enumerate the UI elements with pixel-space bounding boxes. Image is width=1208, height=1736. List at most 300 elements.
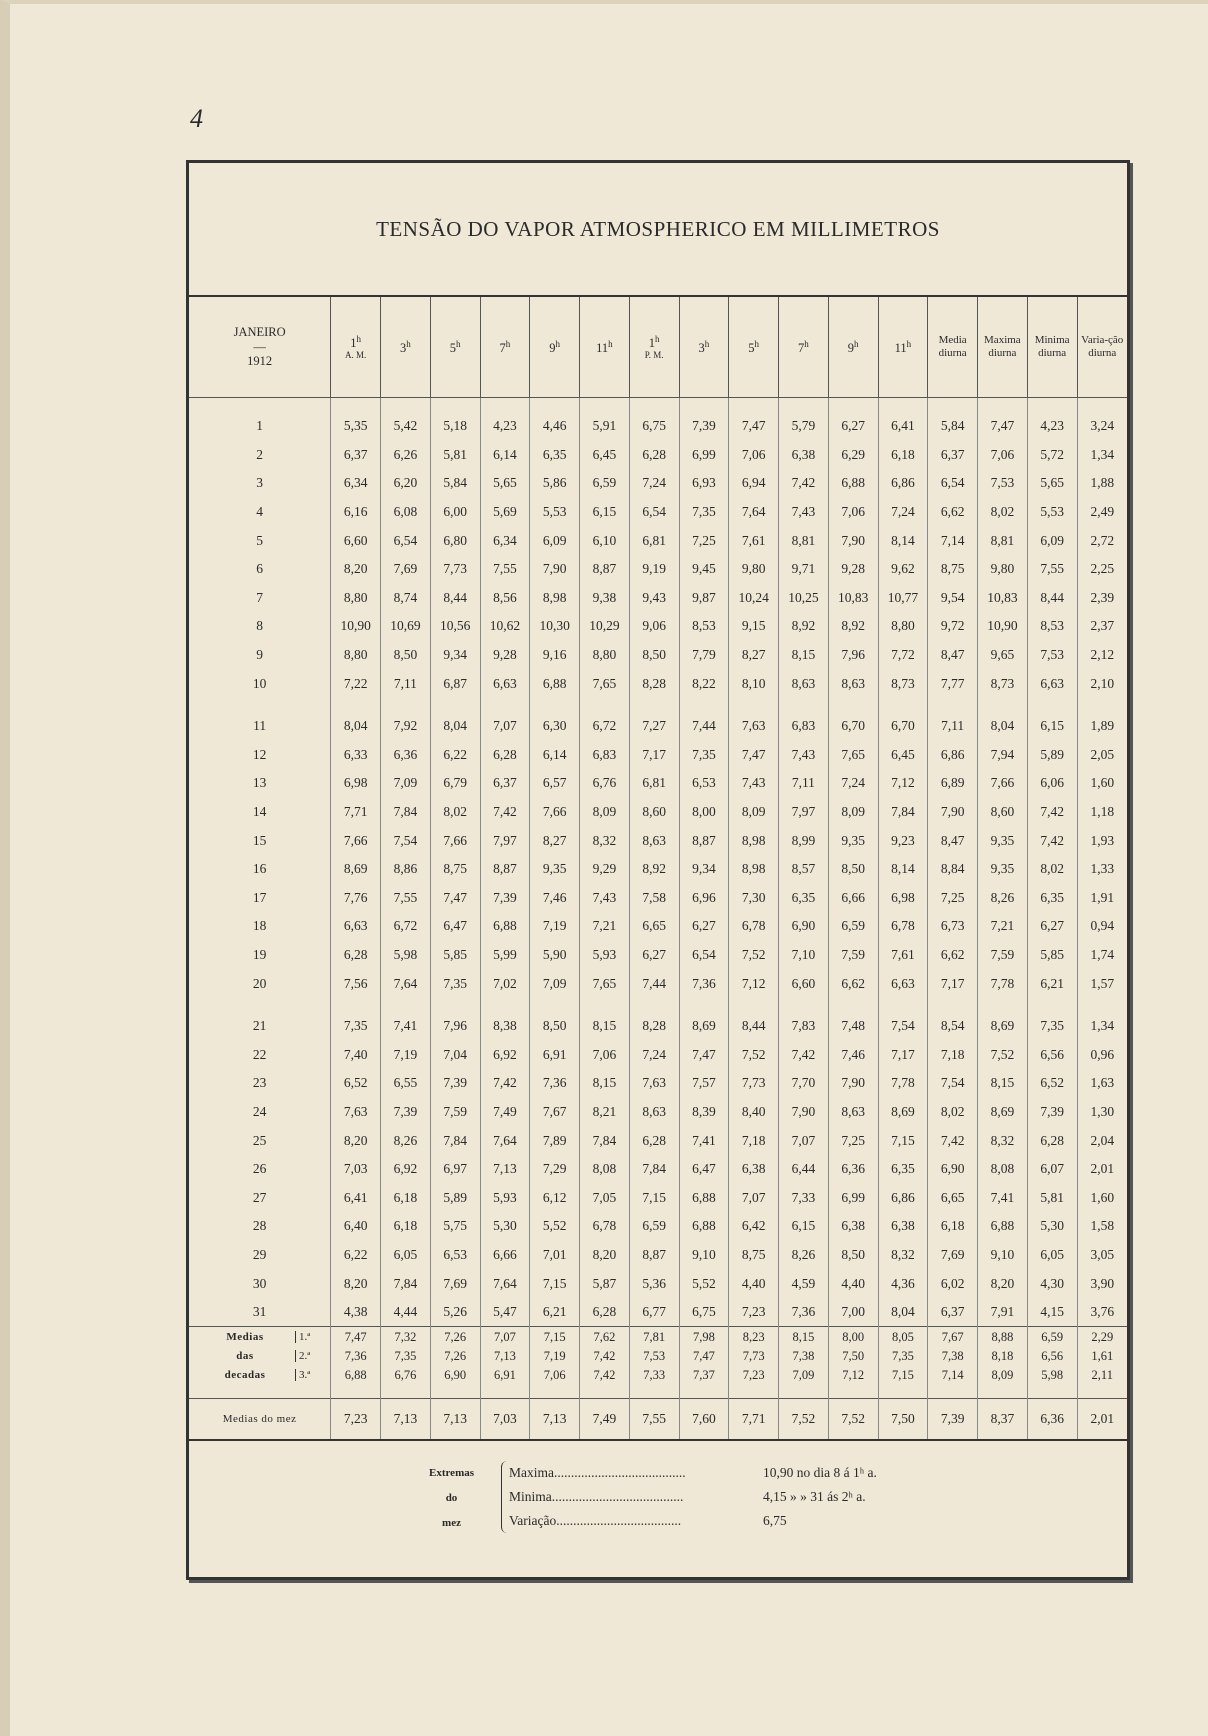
- value-cell: 6,62: [828, 969, 878, 998]
- value-cell: 9,87: [679, 584, 729, 613]
- hour-suffix: h: [804, 338, 809, 349]
- table-row: [189, 826, 1127, 855]
- value-cell: 7,69: [430, 1269, 480, 1298]
- month-mean-value: 7,39: [928, 1399, 978, 1441]
- value-cell: 7,53: [978, 469, 1028, 498]
- value-cell: 8,15: [580, 1012, 630, 1041]
- hour-label: [431, 339, 480, 356]
- value-cell: 8,50: [381, 641, 431, 670]
- value-cell: 7,17: [629, 741, 679, 770]
- value-cell: 7,44: [679, 712, 729, 741]
- value-cell: 7,46: [828, 1040, 878, 1069]
- value-cell: 8,69: [331, 855, 381, 884]
- value-cell: 10,90: [978, 612, 1028, 641]
- value-cell: 9,62: [878, 555, 928, 584]
- value-cell: 7,84: [381, 1269, 431, 1298]
- table-row: [189, 884, 1127, 913]
- value-cell: 7,13: [480, 1155, 530, 1184]
- value-cell: 5,81: [430, 441, 480, 470]
- hour-number: 11: [894, 340, 907, 355]
- gap-cell: [530, 998, 580, 1012]
- value-cell: 8,57: [779, 855, 829, 884]
- hour-number: 5: [449, 340, 456, 355]
- value-cell: 7,36: [779, 1298, 829, 1327]
- decade-value: 7,06: [530, 1365, 580, 1384]
- decade-value: 7,50: [828, 1346, 878, 1365]
- value-cell: 7,61: [729, 526, 779, 555]
- value-cell: 6,83: [779, 712, 829, 741]
- hour-suffix: h: [854, 338, 859, 349]
- value-cell: 8,08: [580, 1155, 630, 1184]
- value-cell: 8,02: [928, 1098, 978, 1127]
- value-cell: 7,56: [331, 969, 381, 998]
- value-cell: 8,80: [331, 584, 381, 613]
- value-cell: 7,64: [381, 969, 431, 998]
- decade-row: [189, 1346, 1127, 1365]
- gap-cell: [189, 998, 331, 1012]
- gap-cell: [629, 998, 679, 1012]
- value-cell: 6,18: [381, 1212, 431, 1241]
- value-cell: 6,53: [679, 769, 729, 798]
- value-cell: 8,69: [978, 1012, 1028, 1041]
- value-cell: 2,01: [1077, 1155, 1127, 1184]
- day-number: 28: [252, 1218, 267, 1234]
- day-number: 24: [252, 1103, 267, 1119]
- decade-value: 8,88: [978, 1327, 1028, 1347]
- value-cell: 6,59: [580, 469, 630, 498]
- hour-label: [779, 339, 828, 356]
- value-cell: 6,38: [878, 1212, 928, 1241]
- day-number: 1: [256, 418, 263, 434]
- value-cell: 6,76: [580, 769, 630, 798]
- gap-cell: [1077, 398, 1127, 413]
- value-cell: 6,87: [430, 669, 480, 698]
- value-cell: 4,59: [779, 1269, 829, 1298]
- month-mean-value: 7,52: [828, 1399, 878, 1441]
- value-cell: 7,63: [331, 1098, 381, 1127]
- value-cell: 8,44: [430, 584, 480, 613]
- value-cell: 4,36: [878, 1269, 928, 1298]
- value-cell: 6,90: [779, 912, 829, 941]
- decade-value: 7,81: [629, 1327, 679, 1347]
- value-cell: 7,90: [779, 1098, 829, 1127]
- summary-header-0: Media diurna: [928, 297, 978, 398]
- value-cell: 8,50: [629, 641, 679, 670]
- value-cell: 7,97: [779, 798, 829, 827]
- table-row: [189, 712, 1127, 741]
- value-cell: 6,15: [580, 498, 630, 527]
- decade-value: 7,53: [629, 1346, 679, 1365]
- gap-cell: [1027, 398, 1077, 413]
- decade-value: 7,07: [480, 1327, 530, 1347]
- value-cell: 8,38: [480, 1012, 530, 1041]
- value-cell: 8,04: [331, 712, 381, 741]
- value-cell: 7,39: [430, 1069, 480, 1098]
- value-cell: 1,60: [1077, 1183, 1127, 1212]
- hour-suffix: h: [608, 338, 613, 349]
- month-mean-value: 2,01: [1077, 1399, 1127, 1441]
- decade-value: 8,18: [978, 1346, 1028, 1365]
- extremes-section: [189, 1441, 1127, 1551]
- gap-cell: [629, 698, 679, 712]
- value-cell: 9,35: [828, 826, 878, 855]
- value-cell: 8,14: [878, 526, 928, 555]
- table-row: [189, 741, 1127, 770]
- value-cell: 5,47: [480, 1298, 530, 1327]
- decade-value: 1,61: [1077, 1346, 1127, 1365]
- hour-header-7: [679, 297, 729, 398]
- value-cell: 7,96: [828, 641, 878, 670]
- value-cell: 7,25: [828, 1126, 878, 1155]
- table-row: [189, 1155, 1127, 1184]
- value-cell: 9,38: [580, 584, 630, 613]
- value-cell: 7,39: [1027, 1098, 1077, 1127]
- day-number: 19: [252, 946, 267, 962]
- value-cell: 3,05: [1077, 1241, 1127, 1270]
- value-cell: 6,28: [331, 941, 381, 970]
- value-cell: 6,60: [331, 526, 381, 555]
- value-cell: 7,66: [331, 826, 381, 855]
- gap-cell: [779, 1384, 829, 1399]
- day-number: 15: [252, 832, 267, 848]
- gap-cell: [828, 1384, 878, 1399]
- value-cell: 9,45: [679, 555, 729, 584]
- value-cell: 6,14: [480, 441, 530, 470]
- gap-cell: [580, 698, 630, 712]
- value-cell: 8,47: [928, 641, 978, 670]
- value-cell: 6,88: [679, 1183, 729, 1212]
- gap-cell: [381, 1384, 431, 1399]
- table-row: [189, 912, 1127, 941]
- day-number: 4: [256, 504, 263, 520]
- value-cell: 4,30: [1027, 1269, 1077, 1298]
- decade-value: 6,88: [331, 1365, 381, 1384]
- value-cell: 8,22: [679, 669, 729, 698]
- value-cell: 6,63: [480, 669, 530, 698]
- value-cell: 7,43: [580, 884, 630, 913]
- value-cell: 6,15: [779, 1212, 829, 1241]
- gap-cell: [629, 398, 679, 413]
- gap-cell: [331, 998, 381, 1012]
- gap-cell: [928, 1384, 978, 1399]
- value-cell: 8,32: [878, 1241, 928, 1270]
- value-cell: 5,93: [480, 1183, 530, 1212]
- value-cell: 7,24: [629, 1040, 679, 1069]
- decade-row: [189, 1327, 1127, 1347]
- value-cell: 1,34: [1077, 1012, 1127, 1041]
- value-cell: 6,70: [828, 712, 878, 741]
- gap-cell: [430, 698, 480, 712]
- value-cell: 6,70: [878, 712, 928, 741]
- gap-cell: [381, 998, 431, 1012]
- gap-cell: [729, 998, 779, 1012]
- value-cell: 7,76: [331, 884, 381, 913]
- value-cell: 8,47: [928, 826, 978, 855]
- value-cell: 8,15: [779, 641, 829, 670]
- hour-number: 3: [400, 340, 407, 355]
- value-cell: 7,39: [480, 884, 530, 913]
- extreme-min-name: Minima.......................................: [509, 1489, 684, 1505]
- value-cell: 5,26: [430, 1298, 480, 1327]
- extremes-label: [429, 1461, 474, 1536]
- value-cell: 7,14: [928, 526, 978, 555]
- value-cell: 3,90: [1077, 1269, 1127, 1298]
- value-cell: 6,59: [629, 1212, 679, 1241]
- decade-value: 7,36: [331, 1346, 381, 1365]
- value-cell: 6,94: [729, 469, 779, 498]
- value-cell: 9,19: [629, 555, 679, 584]
- value-cell: 10,90: [331, 612, 381, 641]
- value-cell: 7,69: [928, 1241, 978, 1270]
- day-number: 17: [252, 889, 267, 905]
- value-cell: 3,24: [1077, 412, 1127, 441]
- value-cell: 6,45: [580, 441, 630, 470]
- decade-value: 7,42: [580, 1346, 630, 1365]
- value-cell: 8,26: [978, 884, 1028, 913]
- gap-cell: [1077, 1384, 1127, 1399]
- value-cell: 8,99: [779, 826, 829, 855]
- value-cell: 7,55: [1027, 555, 1077, 584]
- decade-value: 7,47: [331, 1327, 381, 1347]
- gap-cell: [331, 698, 381, 712]
- value-cell: 6,91: [530, 1040, 580, 1069]
- value-cell: 7,21: [978, 912, 1028, 941]
- value-cell: 7,66: [530, 798, 580, 827]
- hour-suffix: h: [505, 338, 511, 349]
- gap-cell: [828, 998, 878, 1012]
- decade-number: 2.ª: [295, 1350, 310, 1362]
- value-cell: 6,35: [1027, 884, 1077, 913]
- hour-header-9: [779, 297, 829, 398]
- header-row: [189, 297, 1127, 398]
- value-cell: 7,05: [580, 1183, 630, 1212]
- value-cell: 7,24: [878, 498, 928, 527]
- value-cell: 10,83: [828, 584, 878, 613]
- table-row: [189, 855, 1127, 884]
- value-cell: 7,58: [629, 884, 679, 913]
- gap-cell: [878, 1384, 928, 1399]
- decade-value: 7,09: [779, 1365, 829, 1384]
- value-cell: 7,65: [580, 969, 630, 998]
- value-cell: 6,41: [878, 412, 928, 441]
- value-cell: 8,20: [331, 1269, 381, 1298]
- day-number: 3: [256, 475, 263, 491]
- gap-cell: [729, 1384, 779, 1399]
- value-cell: 6,72: [580, 712, 630, 741]
- value-cell: 4,44: [381, 1298, 431, 1327]
- value-cell: 7,54: [878, 1012, 928, 1041]
- month-mean-value: 7,52: [779, 1399, 829, 1441]
- decade-value: 7,15: [530, 1327, 580, 1347]
- table-row: [189, 498, 1127, 527]
- value-cell: 6,38: [779, 441, 829, 470]
- value-cell: 7,54: [381, 826, 431, 855]
- value-cell: 8,60: [978, 798, 1028, 827]
- value-cell: 8,60: [629, 798, 679, 827]
- value-cell: 7,39: [679, 412, 729, 441]
- value-cell: 10,24: [729, 584, 779, 613]
- value-cell: 7,12: [878, 769, 928, 798]
- decade-value: 8,23: [729, 1327, 779, 1347]
- value-cell: 4,46: [530, 412, 580, 441]
- value-cell: 6,47: [679, 1155, 729, 1184]
- value-cell: 4,23: [480, 412, 530, 441]
- value-cell: 8,40: [729, 1098, 779, 1127]
- value-cell: 7,21: [580, 912, 630, 941]
- value-cell: 7,06: [729, 441, 779, 470]
- value-cell: 8,84: [928, 855, 978, 884]
- table-row: [189, 584, 1127, 613]
- table-row: [189, 769, 1127, 798]
- day-number: 14: [252, 804, 267, 820]
- value-cell: 7,59: [430, 1098, 480, 1127]
- value-cell: 6,00: [430, 498, 480, 527]
- value-cell: 7,84: [430, 1126, 480, 1155]
- value-cell: 8,02: [978, 498, 1028, 527]
- value-cell: 6,81: [629, 769, 679, 798]
- gap-cell: [978, 398, 1028, 413]
- gap-decades: [189, 1384, 1127, 1399]
- decade-value: 7,37: [679, 1365, 729, 1384]
- hour-label: [879, 339, 928, 356]
- value-cell: 7,65: [828, 741, 878, 770]
- hour-header-10: [828, 297, 878, 398]
- value-cell: 6,88: [480, 912, 530, 941]
- value-cell: 6,88: [828, 469, 878, 498]
- extreme-min-value: 4,15 » » 31 ás 2ʰ a.: [763, 1489, 866, 1505]
- value-cell: 3,76: [1077, 1298, 1127, 1327]
- value-cell: 2,12: [1077, 641, 1127, 670]
- value-cell: 6,57: [530, 769, 580, 798]
- extremes-label-3: mez: [442, 1517, 461, 1530]
- value-cell: 6,37: [928, 1298, 978, 1327]
- hour-label: [580, 339, 629, 356]
- value-cell: 1,88: [1077, 469, 1127, 498]
- value-cell: 7,54: [928, 1069, 978, 1098]
- gap-cell: [430, 1384, 480, 1399]
- hour-number: 7: [798, 340, 805, 355]
- hour-label: [729, 339, 778, 356]
- value-cell: 7,42: [480, 1069, 530, 1098]
- value-cell: 7,41: [679, 1126, 729, 1155]
- value-cell: 6,65: [629, 912, 679, 941]
- value-cell: 5,90: [530, 941, 580, 970]
- value-cell: 9,28: [828, 555, 878, 584]
- value-cell: 8,98: [530, 584, 580, 613]
- hour-suffix: h: [754, 338, 759, 349]
- value-cell: 6,37: [928, 441, 978, 470]
- gap-cell: [1077, 698, 1127, 712]
- decade-label-text: das: [236, 1350, 254, 1363]
- value-cell: 6,59: [828, 912, 878, 941]
- table-body: [189, 398, 1127, 1441]
- value-cell: 6,22: [430, 741, 480, 770]
- decade-value: 5,98: [1027, 1365, 1077, 1384]
- value-cell: 8,50: [828, 855, 878, 884]
- value-cell: 6,90: [928, 1155, 978, 1184]
- value-cell: 8,74: [381, 584, 431, 613]
- value-cell: 6,86: [878, 469, 928, 498]
- decade-value: 2,11: [1077, 1365, 1127, 1384]
- value-cell: 8,63: [779, 669, 829, 698]
- value-cell: 7,43: [729, 769, 779, 798]
- value-cell: 7,15: [629, 1183, 679, 1212]
- hour-header-6: [629, 297, 679, 398]
- day-number: 6: [256, 561, 263, 577]
- value-cell: 8,04: [978, 712, 1028, 741]
- value-cell: 5,98: [381, 941, 431, 970]
- value-cell: 7,07: [729, 1183, 779, 1212]
- value-cell: 8,02: [430, 798, 480, 827]
- value-cell: 5,30: [480, 1212, 530, 1241]
- value-cell: 1,58: [1077, 1212, 1127, 1241]
- value-cell: 7,42: [779, 469, 829, 498]
- decade-value: 7,42: [580, 1365, 630, 1384]
- value-cell: 8,26: [779, 1241, 829, 1270]
- value-cell: 6,27: [629, 941, 679, 970]
- value-cell: 7,44: [629, 969, 679, 998]
- day-number: 31: [252, 1304, 267, 1320]
- month-mean-value: 7,13: [530, 1399, 580, 1441]
- value-cell: 7,55: [480, 555, 530, 584]
- value-cell: 2,49: [1077, 498, 1127, 527]
- gap-cell: [189, 398, 331, 413]
- value-cell: 7,25: [928, 884, 978, 913]
- table-frame: [186, 160, 1130, 1580]
- value-cell: 8,21: [580, 1098, 630, 1127]
- month-mean-value: 8,37: [978, 1399, 1028, 1441]
- value-cell: 7,69: [381, 555, 431, 584]
- value-cell: 6,45: [878, 741, 928, 770]
- table-row: [189, 798, 1127, 827]
- decade-value: 7,23: [729, 1365, 779, 1384]
- value-cell: 6,18: [928, 1212, 978, 1241]
- value-cell: 7,49: [480, 1098, 530, 1127]
- hour-header-8: [729, 297, 779, 398]
- value-cell: 6,63: [331, 912, 381, 941]
- day-number: 25: [252, 1132, 267, 1148]
- value-cell: 6,75: [679, 1298, 729, 1327]
- value-cell: 6,99: [679, 441, 729, 470]
- value-cell: 6,78: [729, 912, 779, 941]
- gap-cell: [430, 398, 480, 413]
- value-cell: 6,54: [629, 498, 679, 527]
- gap-cell: [189, 1384, 331, 1399]
- value-cell: 8,27: [530, 826, 580, 855]
- extreme-min-row: [509, 1485, 877, 1509]
- value-cell: 10,77: [878, 584, 928, 613]
- table-row: [189, 1298, 1127, 1327]
- hour-number: 5: [748, 340, 755, 355]
- hour-number: 11: [596, 340, 609, 355]
- decade-value: 7,32: [381, 1327, 431, 1347]
- table-row: [189, 1126, 1127, 1155]
- value-cell: 7,41: [978, 1183, 1028, 1212]
- gap-cell: [928, 998, 978, 1012]
- value-cell: 6,54: [928, 469, 978, 498]
- title-box: [189, 163, 1127, 297]
- value-cell: 8,20: [580, 1241, 630, 1270]
- extreme-max-value: 10,90 no dia 8 á 1ʰ a.: [763, 1465, 877, 1481]
- extreme-max-row: [509, 1461, 877, 1485]
- value-cell: 7,97: [480, 826, 530, 855]
- value-cell: 1,91: [1077, 884, 1127, 913]
- value-cell: 7,46: [530, 884, 580, 913]
- value-cell: 6,27: [828, 412, 878, 441]
- value-cell: 6,78: [580, 1212, 630, 1241]
- value-cell: 8,15: [978, 1069, 1028, 1098]
- value-cell: 8,87: [580, 555, 630, 584]
